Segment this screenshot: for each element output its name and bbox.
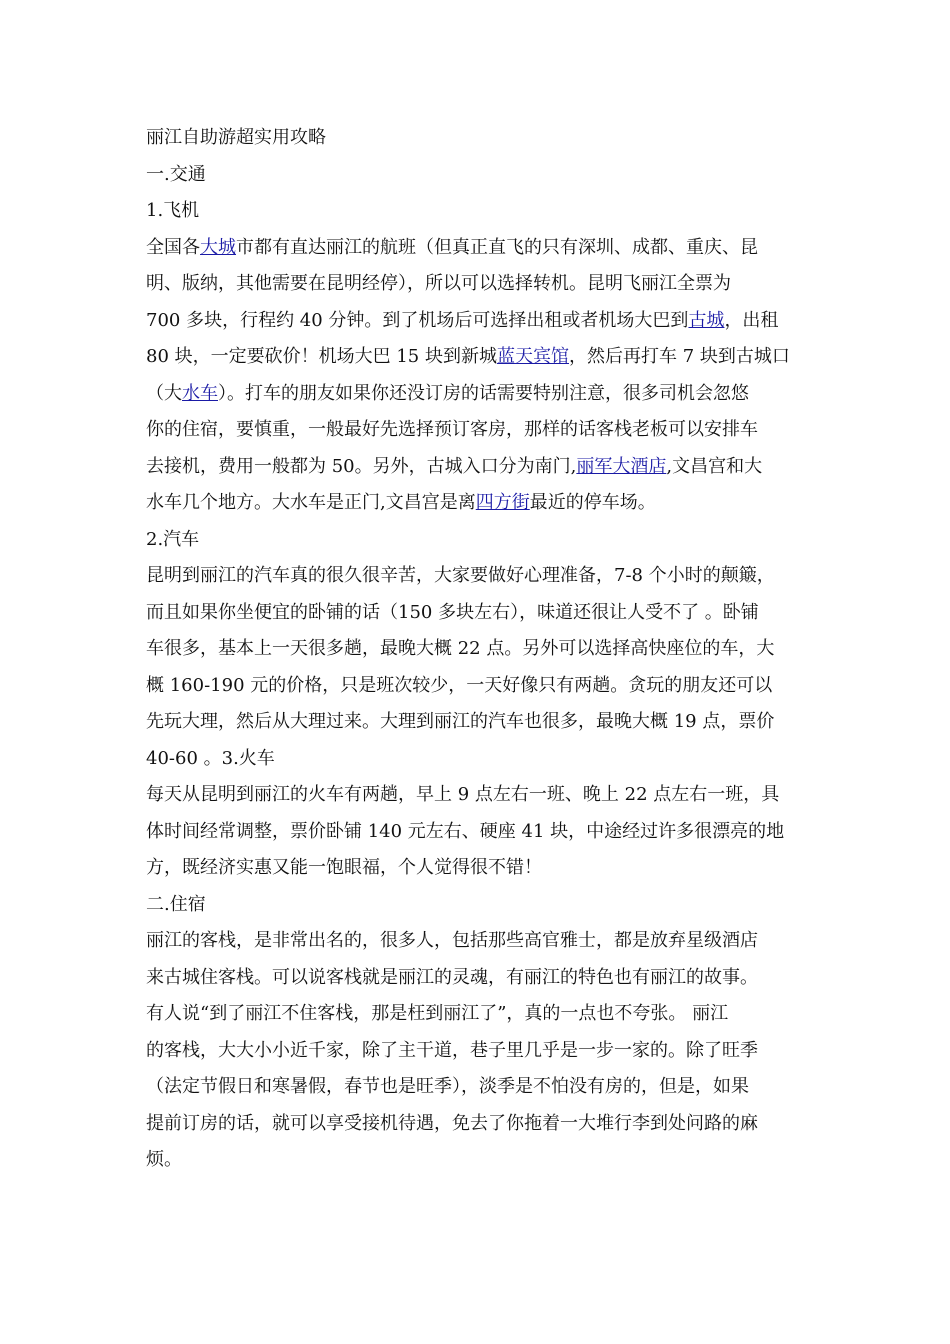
section-heading-transport: 一.交通 bbox=[146, 163, 206, 185]
subheading-flight: 1.飞机 bbox=[146, 200, 200, 221]
paragraph-line: 车很多，基本上一天很多趟，最晚大概 22 点。另外可以选择高快座位的车，大 bbox=[146, 638, 775, 659]
paragraph-line: 40-60 。3.火车 bbox=[146, 747, 275, 769]
text-run: ）。打车的朋友如果你还没订房的话需要特别注意，很多司机会忽悠 bbox=[218, 382, 749, 404]
paragraph-line: 明、版纳，其他需要在昆明经停），所以可以选择转机。昆明飞丽江全票为 bbox=[146, 273, 731, 294]
paragraph-line: 而且如果你坐便宜的卧铺的话（150 多块左右），味道还很让人受不了 。卧铺 bbox=[146, 601, 759, 623]
text-run: 市都有直达丽江的航班（但真正直飞的只有深圳、成都、重庆、昆 bbox=[236, 236, 758, 258]
text-run: ，出租 bbox=[724, 309, 779, 331]
paragraph-line bbox=[146, 485, 806, 522]
text-run: 全国各 bbox=[146, 236, 200, 258]
paragraph-line: 烦。 bbox=[146, 1149, 182, 1170]
paragraph-line: 丽江的客栈，是非常出名的，很多人，包括那些高官雅士，都是放弃星级酒店 bbox=[146, 930, 758, 951]
link-sifangjie[interactable]: 四方街 bbox=[475, 492, 530, 513]
link-dacheng[interactable]: 大城 bbox=[200, 236, 236, 258]
paragraph-line: 先玩大理，然后从大理过来。大理到丽江的汽车也很多，最晚大概 19 点，票价 bbox=[146, 711, 775, 732]
text-run: 700 多块，行程约 40 分钟。到了机场后可选择出租或者机场大巴到 bbox=[146, 309, 689, 331]
link-lantian-hotel[interactable]: 蓝天宾馆 bbox=[496, 346, 569, 367]
text-run: （大 bbox=[146, 382, 182, 404]
paragraph-line: 概 160-190 元的价格，只是班次较少，一天好像只有两趟。贪玩的朋友还可以 bbox=[146, 674, 773, 696]
paragraph-line: （法定节假日和寒暑假，春节也是旺季），淡季是不怕没有房的，但是，如果 bbox=[146, 1076, 749, 1097]
text-run: ,文昌宫和大 bbox=[666, 455, 763, 477]
paragraph-line bbox=[146, 230, 806, 267]
paragraph-line: 来古城住客栈。可以说客栈就是丽江的灵魂，有丽江的特色也有丽江的故事。 bbox=[146, 966, 758, 988]
text-run: 最近的停车场。 bbox=[529, 492, 656, 513]
text-run: 80 块，一定要砍价！机场大巴 15 块到新城 bbox=[146, 346, 497, 367]
paragraph-line: 有人说“到了丽江不住客栈，那是枉到丽江了”，真的一点也不夸张。 丽江 bbox=[146, 1003, 729, 1024]
paragraph-line bbox=[146, 376, 806, 413]
section-heading-lodging: 二.住宿 bbox=[146, 893, 206, 915]
paragraph-line: 体时间经常调整，票价卧铺 140 元左右、硬座 41 块，中途经过许多很漂亮的地 bbox=[146, 820, 785, 842]
paragraph-line: 你的住宿，要慎重，一般最好先选择预订客房，那样的话客栈老板可以安排车 bbox=[146, 419, 758, 440]
paragraph-line: 的客栈，大大小小近千家，除了主干道，巷子里几乎是一步一家的。除了旺季 bbox=[146, 1039, 758, 1061]
paragraph-line: 提前订房的话，就可以享受接机待遇，免去了你拖着一大堆行李到处问路的麻 bbox=[146, 1112, 758, 1134]
paragraph-line bbox=[146, 339, 806, 376]
document-title: 丽江自助游超实用攻略 bbox=[146, 127, 326, 148]
paragraph-line: 方，既经济实惠又能一饱眼福，个人觉得很不错！ bbox=[146, 857, 542, 878]
link-shuiche[interactable]: 水车 bbox=[182, 382, 218, 404]
link-lijun-hotel[interactable]: 丽军大酒店 bbox=[576, 455, 667, 477]
paragraph-line: 昆明到丽江的汽车真的很久很辛苦，大家要做好心理准备，7-8 个小时的颠簸， bbox=[146, 565, 775, 586]
text-run: 去接机，费用一般都为 50。另外，古城入口分为南门, bbox=[146, 455, 577, 477]
paragraph-line bbox=[146, 303, 806, 340]
subheading-bus: 2.汽车 bbox=[146, 528, 200, 550]
paragraph-line: 每天从昆明到丽江的火车有两趟，早上 9 点左右一班、晚上 22 点左右一班，具 bbox=[146, 784, 780, 805]
text-run: ，然后再打车 7 块到古城口 bbox=[568, 346, 790, 367]
text-run: 水车几个地方。大水车是正门,文昌宫是离 bbox=[146, 492, 476, 513]
paragraph-line bbox=[146, 449, 806, 486]
link-gucheng[interactable]: 古城 bbox=[688, 309, 725, 331]
document-page bbox=[146, 120, 806, 1179]
